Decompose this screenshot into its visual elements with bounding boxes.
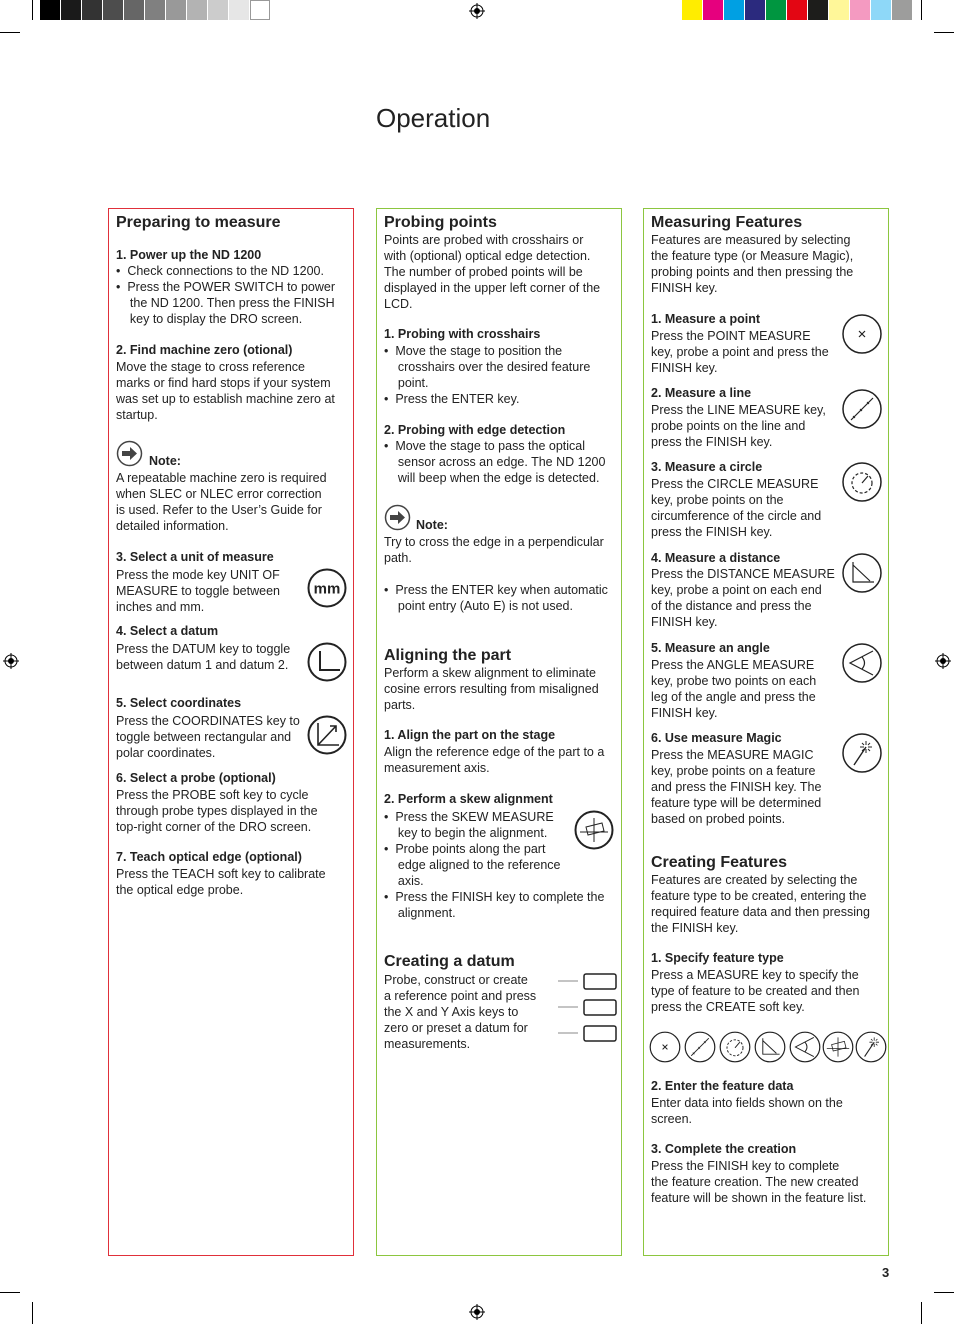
step-text: Press the PROBE soft key to cycle through probe types displayed in the top-right corner of the DRO screen. [116, 788, 318, 834]
angle-feature-icon [789, 1031, 821, 1063]
step-heading: 3. Measure a circle [651, 460, 763, 474]
note-text: A repeatable machine zero is required when SLEC or NLEC error correction is used. Refer to the User’s Guide for detailed information. [116, 471, 327, 533]
section-heading: Probing points [384, 214, 497, 231]
section-intro: Perform a skew alignment to eliminate cosine errors resulting from misaligned parts. [384, 666, 599, 712]
step-text: Align the reference edge of the part to a measurement axis. [384, 745, 605, 775]
step-heading: 2. Find machine zero (otional) [116, 343, 293, 357]
step-text: Press the MEASURE MAGIC key, probe points on a feature and press the FINISH key. The feature type will be determined based on probed points. [651, 748, 822, 826]
step-text: Press the FINISH key to complete the feature creation. The new created feature will be shown in the feature list. [651, 1159, 867, 1205]
section-heading: Measuring Features [651, 214, 803, 231]
section-heading: Preparing to measure [116, 214, 281, 231]
step-heading: 5. Measure an angle [651, 641, 770, 655]
step-text: Press the CIRCLE MEASURE key, probe points on the circumference of the circle and press the FINISH key. [651, 477, 822, 539]
step-text: Press the DISTANCE MEASURE key, probe a point on each end of the distance and press the FINISH key. [651, 567, 835, 629]
note-heading: Note: [416, 518, 448, 532]
step-heading: 1. Power up the ND 1200 [116, 248, 262, 262]
step-heading: 1. Align the part on the stage [384, 728, 556, 742]
step-heading: 1. Probing with crosshairs [384, 327, 541, 341]
step-heading: 1. Specify feature type [651, 951, 784, 965]
unit-of-measure-key-icon [307, 568, 347, 608]
step-heading: 5. Select coordinates [116, 696, 242, 710]
line-measure-icon [842, 389, 882, 429]
step-heading: 6. Use measure Magic [651, 731, 782, 745]
svg-text:mm: mm [313, 580, 341, 598]
circle-feature-icon [719, 1031, 751, 1063]
note-arrow-icon [116, 440, 143, 467]
note-text: Try to cross the edge in a perpendicular path. • Press the ENTER key when automatic point entry (Auto E) is not used. [384, 535, 608, 613]
line-feature-icon [684, 1031, 716, 1063]
step-heading: 2. Measure a line [651, 386, 752, 400]
section-intro: Features are created by selecting the feature type to be created, entering the required feature data and then pressing the FINISH key. [651, 873, 870, 935]
step-heading: 3. Complete the creation [651, 1142, 797, 1156]
step-heading: 4. Measure a distance [651, 551, 781, 565]
step-text: Press the ANGLE MEASURE key, probe two points on each leg of the angle and press the FINISH key. [651, 658, 817, 720]
step-text: • Check connections to the ND 1200. • Press the POWER SWITCH to power the ND 1200. Then press the FINISH key to display the DRO screen. [116, 264, 336, 326]
step-text: Press the DATUM key to toggle between datum 1 and datum 2. [116, 642, 291, 672]
measure-magic-icon [842, 733, 882, 773]
step-heading: 2. Perform a skew alignment [384, 792, 553, 806]
step-text: • Press the SKEW MEASURE key to begin the alignment. • Probe points along the part edge aligned to the reference axis. • Press the FINISH key to complete the alignment. [384, 810, 605, 920]
section-intro: Features are measured by selecting the feature type (or Measure Magic), probing points and then pressing the FINISH key. [651, 233, 854, 295]
magic-feature-icon [855, 1031, 887, 1063]
note-heading: Note: [149, 454, 181, 468]
coordinates-key-icon [307, 715, 347, 755]
step-text: Press the LINE MEASURE key, probe points on the line and press the FINISH key. [651, 403, 826, 449]
step-heading: 7. Teach optical edge (optional) [116, 850, 302, 864]
point-measure-icon [842, 314, 882, 354]
section-heading: Creating Features [651, 854, 788, 871]
step-text: Press a MEASURE key to specify the type of feature to be created and then press the CREATE soft key. [651, 968, 860, 1014]
section-heading: Aligning the part [384, 647, 512, 664]
section-intro: Points are probed with crosshairs or with (optional) optical edge detection. The number of probed points will be displayed in the upper left corner of the LCD. [384, 233, 601, 311]
registration-mark-icon [469, 1304, 485, 1320]
angle-measure-icon [842, 643, 882, 683]
registration-mark-icon [935, 653, 951, 669]
page-title: Operation [376, 103, 491, 133]
step-heading: 1. Measure a point [651, 312, 761, 326]
circle-measure-icon [842, 462, 882, 502]
step-text: • Move the stage to pass the optical sensor across an edge. The ND 1200 will beep when the edge is detected. [384, 439, 606, 485]
step-text: • Move the stage to position the crosshairs over the desired feature point. • Press the ENTER key. [384, 344, 591, 406]
axis-keys-icon [556, 972, 618, 1042]
point-feature-icon [649, 1031, 681, 1063]
step-heading: 3. Select a unit of measure [116, 550, 274, 564]
section-text: Probe, construct or create a reference point and press the X and Y Axis keys to zero or preset a datum for measurements. [384, 973, 537, 1051]
registration-mark-icon [469, 3, 485, 19]
step-heading: 2. Enter the feature data [651, 1079, 794, 1093]
distance-measure-icon [842, 553, 882, 593]
distance-feature-icon [754, 1031, 786, 1063]
step-heading: 4. Select a datum [116, 624, 219, 638]
registration-mark-icon [3, 653, 19, 669]
step-heading: 2. Probing with edge detection [384, 423, 566, 437]
skew-measure-key-icon [574, 810, 614, 850]
datum-key-icon [307, 642, 347, 682]
step-text: Press the POINT MEASURE key, probe a point and press the FINISH key. [651, 329, 829, 375]
step-text: Move the stage to cross reference marks or find hard stops if your system was set up to establish machine zero at startup. [116, 360, 335, 422]
step-text: Press the COORDINATES key to toggle between rectangular and polar coordinates. [116, 714, 300, 760]
step-text: Press the mode key UNIT OF MEASURE to toggle between inches and mm. [116, 568, 280, 614]
section-heading: Creating a datum [384, 953, 515, 970]
skew-feature-icon [822, 1031, 854, 1063]
page-number: 3 [882, 1265, 890, 1280]
step-text: Press the TEACH soft key to calibrate the optical edge probe. [116, 867, 326, 897]
step-heading: 6. Select a probe (optional) [116, 771, 276, 785]
step-text: Enter data into fields shown on the screen. [651, 1096, 843, 1126]
note-arrow-icon [384, 504, 411, 531]
